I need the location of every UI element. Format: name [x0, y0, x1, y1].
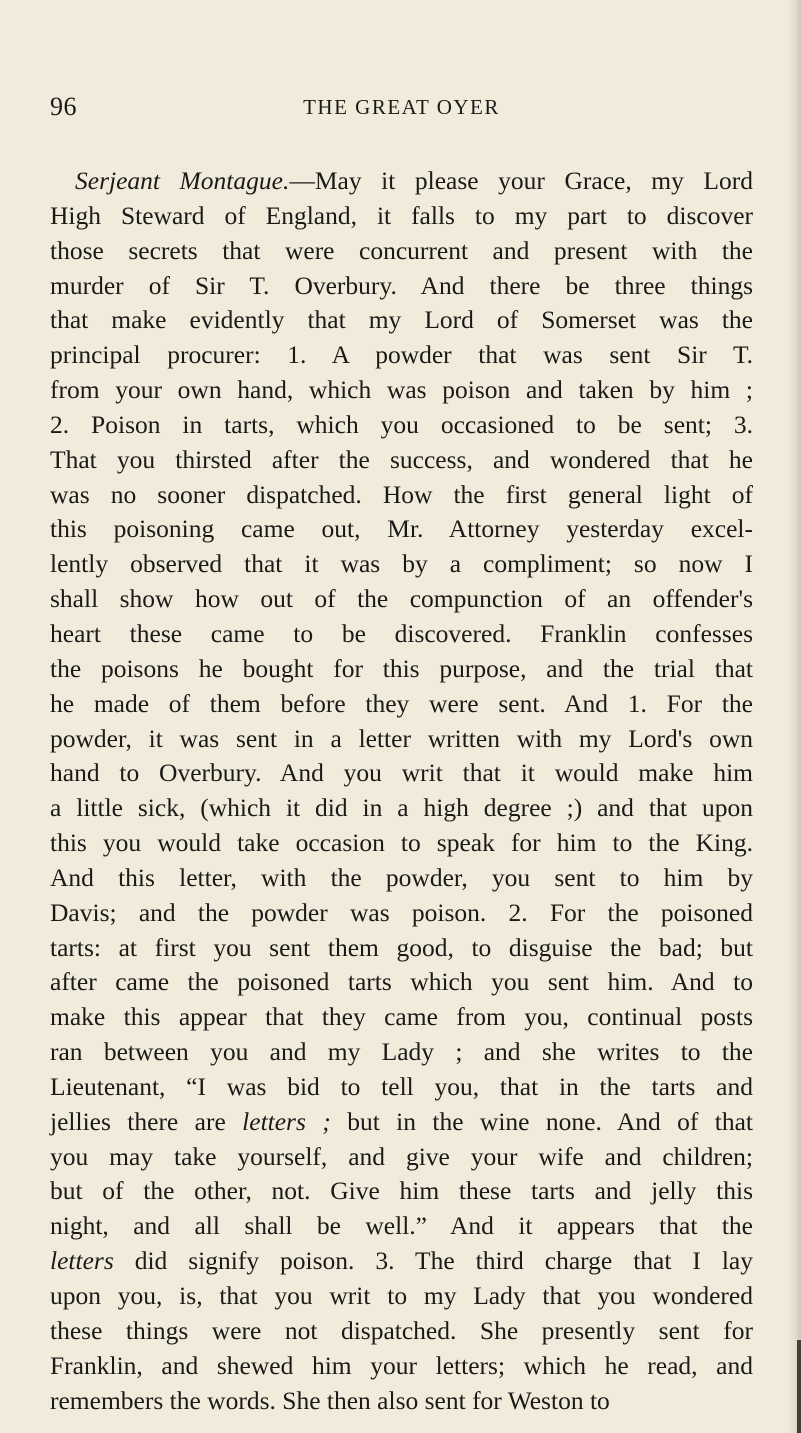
- body-text: [50, 164, 753, 1418]
- page-edge-mark: [797, 1340, 801, 1433]
- text-line: hand to Overbury. And you writ that it would make him: [50, 758, 753, 788]
- speaker-name: Serjeant Montague.: [75, 166, 290, 195]
- text-line: jellies there are letters ; but in the wine none. And of that: [50, 1106, 753, 1136]
- text-line: he made of them before they were sent. And 1. For the: [50, 688, 753, 718]
- text-line: powder, it was sent in a letter written with my Lord's own: [50, 723, 753, 753]
- text-line: Lieutenant, “I was bid to tell you, that in the tarts and: [50, 1071, 753, 1101]
- text-line: Davis; and the powder was poison. 2. For the poisoned: [50, 897, 753, 927]
- text-line: that make evidently that my Lord of Somerset was the: [50, 305, 753, 335]
- text-line: Serjeant Montague.—May it please your Grace, my Lord: [75, 166, 753, 195]
- text-line: from your own hand, which was poison and taken by him ;: [50, 375, 753, 405]
- text-line: after came the poisoned tarts which you sent him. And to: [50, 967, 753, 997]
- page-number: 96: [50, 92, 77, 121]
- text-line: murder of Sir T. Overbury. And there be three things: [50, 270, 753, 300]
- text-line: heart these came to be discovered. Franklin confesses: [50, 618, 753, 648]
- text-line: a little sick, (which it did in a high degree ;) and that upon: [50, 793, 753, 823]
- italic-word: letters ;: [242, 1106, 331, 1136]
- text-line: upon you, is, that you writ to my Lady that you wondered: [50, 1281, 753, 1310]
- text-line: lently observed that it was by a compliment; so now I: [50, 549, 753, 579]
- text-line: That you thirsted after the success, and wondered that he: [50, 444, 753, 474]
- text-line: And this letter, with the powder, you sent to him by: [50, 862, 753, 892]
- text-line: shall show how out of the compunction of an offender's: [50, 584, 753, 614]
- page-header: [50, 90, 753, 124]
- text-line: principal procurer: 1. A powder that was sent Sir T.: [50, 340, 753, 370]
- text-line: tarts: at first you sent them good, to disguise the bad; but: [50, 932, 753, 962]
- text-line: the poisons he bought for this purpose, and the trial that: [50, 653, 753, 683]
- text-line: make this appear that they came from you, continual posts: [50, 1002, 753, 1032]
- text-line: letters did signify poison. 3. The third charge that I lay: [50, 1246, 753, 1276]
- text-line: 2. Poison in tarts, which you occasioned to be sent; 3.: [50, 409, 753, 439]
- text-line: High Steward of England, it falls to my part to discover: [50, 200, 753, 230]
- text-line: was no sooner dispatched. How the first general light of: [50, 479, 753, 509]
- text-line: those secrets that were concurrent and present with the: [50, 235, 753, 265]
- text-line: but of the other, not. Give him these tarts and jelly this: [50, 1176, 753, 1206]
- text-line: remembers the words. She then also sent for Weston to: [50, 1385, 610, 1415]
- text-line: you may take yourself, and give your wife and children;: [50, 1141, 753, 1171]
- running-head: THE GREAT OYER: [303, 95, 500, 119]
- text-line: Franklin, and shewed him your letters; which he read, and: [50, 1350, 753, 1380]
- text-line: this you would take occasion to speak for him to the King.: [50, 828, 753, 858]
- text-line: this poisoning came out, Mr. Attorney yesterday excel-: [50, 514, 753, 544]
- italic-word: letters: [50, 1246, 114, 1276]
- text-line: night, and all shall be well.” And it appears that the: [50, 1211, 753, 1241]
- text-line: these things were not dispatched. She presently sent for: [50, 1315, 753, 1345]
- page-edge-shadow: [787, 0, 801, 1433]
- text-line: ran between you and my Lady ; and she writes to the: [50, 1037, 753, 1067]
